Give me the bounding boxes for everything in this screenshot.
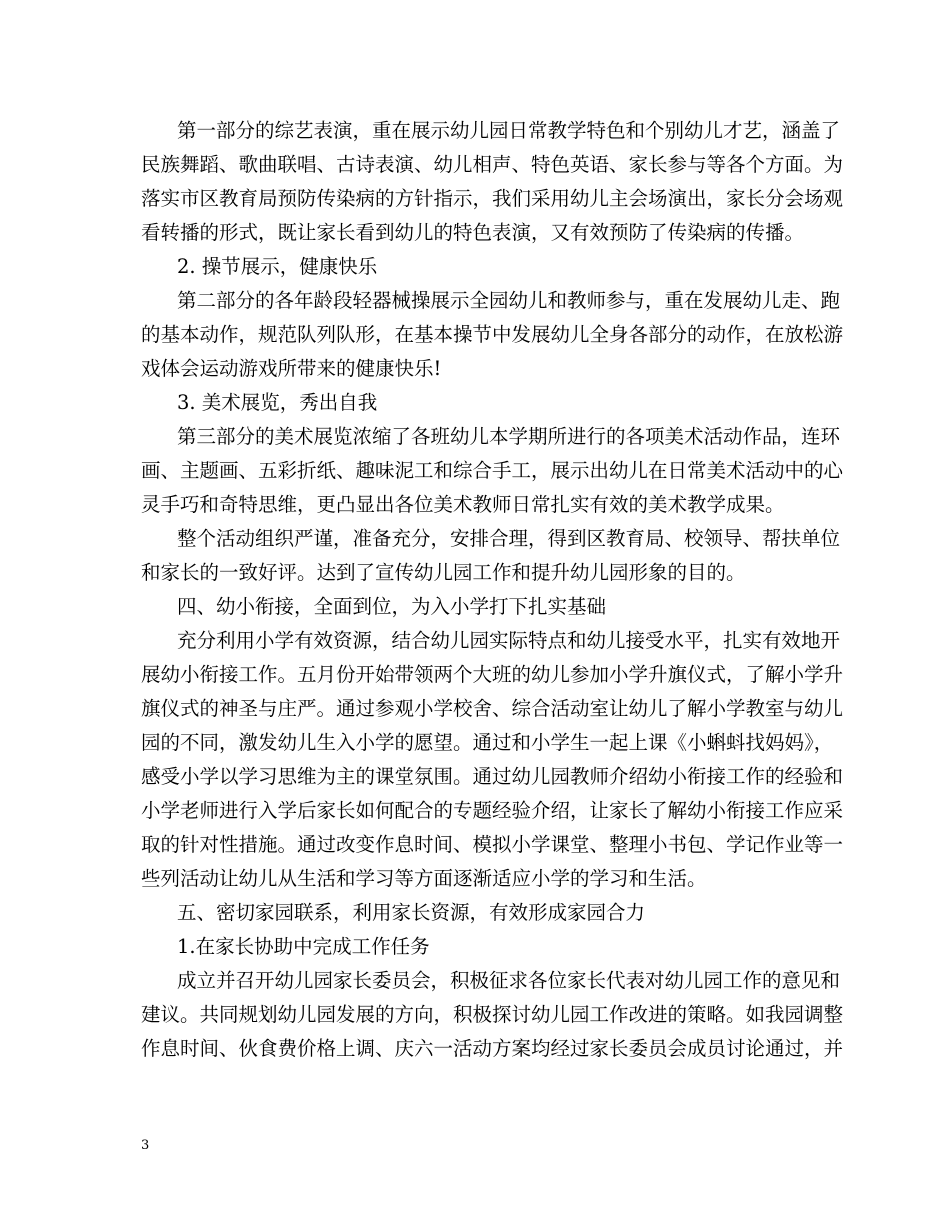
text-line: 第一部分的综艺表演，重在展示幼儿园日常教学特色和个别幼儿才艺，涵盖了 [177, 119, 841, 142]
section-heading: 四、幼小衔接，全面到位，为入小学打下扎实基础 [177, 595, 607, 618]
text-line: 充分利用小学有效资源，结合幼儿园实际特点和幼儿接受水平，扎实有效地开 [177, 629, 841, 652]
section-heading: 1.在家长协助中完成工作任务 [177, 935, 430, 958]
text-line: 小学老师进行入学后家长如何配合的专题经验介绍，让家长了解幼小衔接工作应采 [141, 799, 844, 822]
section-heading: 2. 操节展示，健康快乐 [177, 255, 378, 278]
text-line: 落实市区教育局预防传染病的方针指示，我们采用幼儿主会场演出，家长分会场观 [141, 187, 844, 210]
text-line: 和家长的一致好评。达到了宣传幼儿园工作和提升幼儿园形象的目的。 [141, 561, 746, 584]
text-line: 园的不同，激发幼儿生入小学的愿望。通过和小学生一起上课《小蝌蚪找妈妈》， [141, 731, 834, 754]
text-line: 灵手巧和奇特思维，更凸显出各位美术教师日常扎实有效的美术教学成果。 [141, 493, 785, 516]
page-number: 3 [141, 1138, 150, 1153]
text-line: 戏体会运动游戏所带来的健康快乐! [141, 357, 442, 380]
section-heading: 3. 美术展览，秀出自我 [177, 391, 378, 414]
text-line: 取的针对性措施。通过改变作息时间、模拟小学课堂、整理小书包、学记作业等一 [141, 833, 844, 856]
text-line: 第三部分的美术展览浓缩了各班幼儿本学期所进行的各项美术活动作品，连环 [177, 425, 841, 448]
text-line: 民族舞蹈、歌曲联唱、古诗表演、幼儿相声、特色英语、家长参与等各个方面。为 [141, 153, 844, 176]
text-line: 成立并召开幼儿园家长委员会，积极征求各位家长代表对幼儿园工作的意见和 [177, 969, 841, 992]
text-line: 展幼小衔接工作。五月份开始带领两个大班的幼儿参加小学升旗仪式，了解小学升 [141, 663, 844, 686]
text-line: 作息时间、伙食费价格上调、庆六一活动方案均经过家长委员会成员讨论通过，并 [141, 1037, 844, 1060]
text-line: 看转播的形式，既让家长看到幼儿的特色表演，又有效预防了传染病的传播。 [141, 221, 805, 244]
text-line: 画、主题画、五彩折纸、趣味泥工和综合手工，展示出幼儿在日常美术活动中的心 [141, 459, 844, 482]
text-line: 旗仪式的神圣与庄严。通过参观小学校舍、综合活动室让幼儿了解小学教室与幼儿 [141, 697, 844, 720]
text-line: 的基本动作，规范队列队形，在基本操节中发展幼儿全身各部分的动作，在放松游 [141, 323, 844, 346]
text-line: 些列活动让幼儿从生活和学习等方面逐渐适应小学的学习和生活。 [141, 867, 707, 890]
text-line: 整个活动组织严谨，准备充分，安排合理，得到区教育局、校领导、帮扶单位 [177, 527, 841, 550]
section-heading: 五、密切家园联系，利用家长资源，有效形成家园合力 [177, 901, 646, 924]
text-line: 建议。共同规划幼儿园发展的方向，积极探讨幼儿园工作改进的策略。如我园调整 [141, 1003, 844, 1026]
text-line: 第二部分的各年龄段轻器械操展示全园幼儿和教师参与，重在发展幼儿走、跑 [177, 289, 841, 312]
text-line: 感受小学以学习思维为主的课堂氛围。通过幼儿园教师介绍幼小衔接工作的经验和 [141, 765, 844, 788]
